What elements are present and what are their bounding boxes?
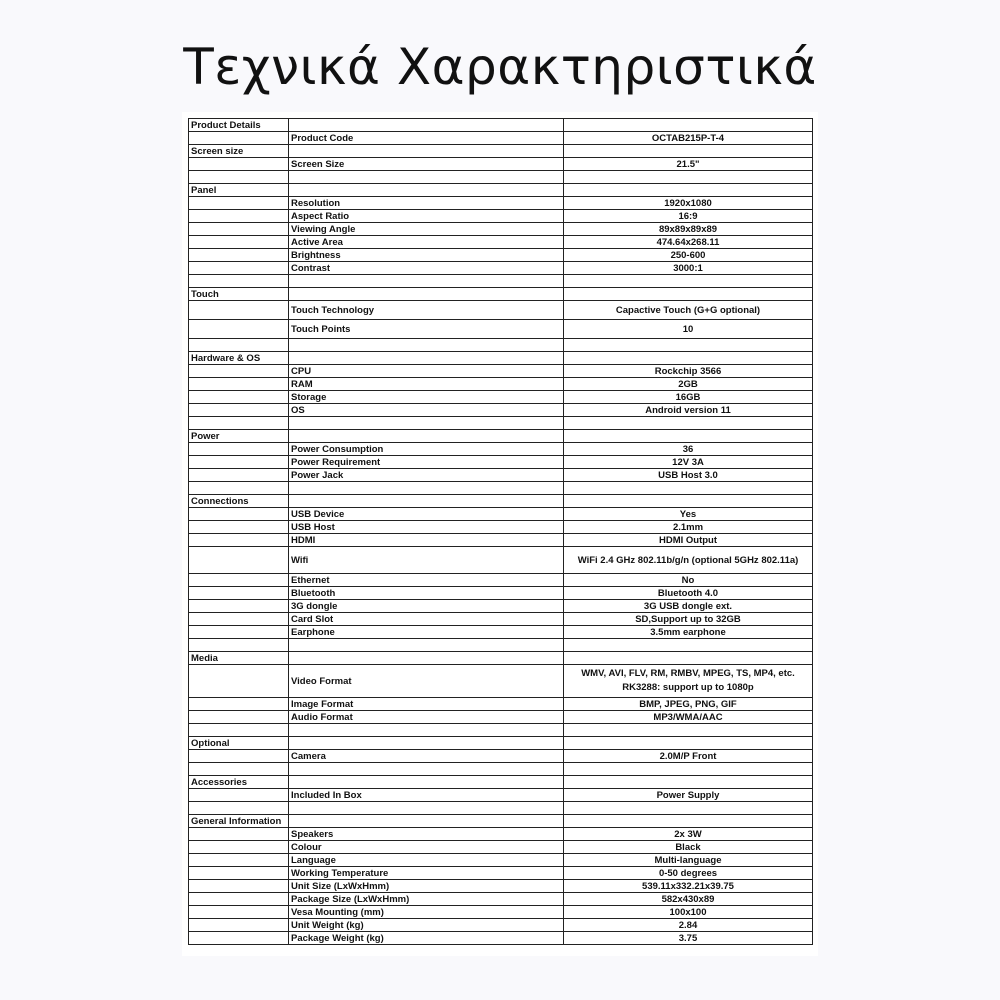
spec-value-cell: 3000:1: [564, 262, 813, 275]
spec-label-cell: [289, 776, 564, 789]
table-row: [189, 893, 813, 906]
table-row: [189, 223, 813, 236]
spec-label-cell: [289, 119, 564, 132]
spec-value-cell: BMP, JPEG, PNG, GIF: [564, 698, 813, 711]
table-row: [189, 841, 813, 854]
spec-label-cell: Brightness: [289, 249, 564, 262]
spec-value-cell: [564, 763, 813, 776]
section-cell: [189, 469, 289, 482]
table-row: [189, 724, 813, 737]
section-cell: [189, 828, 289, 841]
spec-value-cell: 21.5": [564, 158, 813, 171]
spec-value-cell: [564, 171, 813, 184]
table-row: [189, 158, 813, 171]
section-cell: [189, 789, 289, 802]
spec-label-cell: Included In Box: [289, 789, 564, 802]
spec-value-cell: [564, 417, 813, 430]
table-row: [189, 210, 813, 223]
section-cell: [189, 197, 289, 210]
table-row: [189, 737, 813, 750]
spec-value-cell: 16GB: [564, 391, 813, 404]
spec-label-cell: Package Weight (kg): [289, 932, 564, 945]
spec-value-cell: 16:9: [564, 210, 813, 223]
section-cell: [189, 893, 289, 906]
spec-label-cell: Resolution: [289, 197, 564, 210]
spec-label-cell: Touch Technology: [289, 301, 564, 320]
spec-value-cell: [564, 430, 813, 443]
spec-value-cell: 3.75: [564, 932, 813, 945]
spec-value-cell: 0-50 degrees: [564, 867, 813, 880]
table-row: [189, 626, 813, 639]
table-row: [189, 352, 813, 365]
spec-label-cell: [289, 352, 564, 365]
section-cell: [189, 249, 289, 262]
section-cell: Screen size: [189, 145, 289, 158]
table-row: [189, 469, 813, 482]
page-title: Τεχνικά Χαρακτηριστικά: [183, 38, 817, 96]
spec-label-cell: Image Format: [289, 698, 564, 711]
table-row: [189, 275, 813, 288]
spec-value-cell: [564, 815, 813, 828]
section-cell: [189, 613, 289, 626]
table-row: [189, 132, 813, 145]
table-row: [189, 613, 813, 626]
spec-value-cell: 250-600: [564, 249, 813, 262]
table-row: [189, 815, 813, 828]
section-cell: [189, 339, 289, 352]
table-row: [189, 711, 813, 724]
spec-label-cell: Active Area: [289, 236, 564, 249]
section-cell: [189, 275, 289, 288]
table-row: [189, 698, 813, 711]
spec-value-cell: 582x430x89: [564, 893, 813, 906]
section-cell: [189, 404, 289, 417]
spec-value-cell: Bluetooth 4.0: [564, 587, 813, 600]
table-row: [189, 482, 813, 495]
section-cell: [189, 724, 289, 737]
spec-value-cell: [564, 724, 813, 737]
section-cell: [189, 854, 289, 867]
section-cell: [189, 698, 289, 711]
spec-value-cell: [564, 802, 813, 815]
spec-value-cell: 2.1mm: [564, 521, 813, 534]
spec-value-cell: 100x100: [564, 906, 813, 919]
spec-value-cell: 2.84: [564, 919, 813, 932]
spec-label-cell: Bluetooth: [289, 587, 564, 600]
section-cell: General Information: [189, 815, 289, 828]
section-cell: [189, 210, 289, 223]
section-cell: [189, 521, 289, 534]
table-row: [189, 652, 813, 665]
spec-label-cell: [289, 652, 564, 665]
section-cell: [189, 171, 289, 184]
spec-label-cell: Wifi: [289, 547, 564, 574]
spec-value-cell: WiFi 2.4 GHz 802.11b/g/n (optional 5GHz 802.11a): [564, 547, 813, 574]
section-cell: [189, 236, 289, 249]
spec-label-cell: Product Code: [289, 132, 564, 145]
spec-label-cell: [289, 145, 564, 158]
spec-value-cell: 1920x1080: [564, 197, 813, 210]
spec-value-cell: 2GB: [564, 378, 813, 391]
spec-label-cell: [289, 275, 564, 288]
spec-label-cell: [289, 430, 564, 443]
spec-table: [188, 118, 813, 945]
spec-value-cell: 36: [564, 443, 813, 456]
spec-label-cell: [289, 815, 564, 828]
table-row: [189, 145, 813, 158]
table-row: [189, 854, 813, 867]
spec-value-cell: OCTAB215P-T-4: [564, 132, 813, 145]
spec-value-cell: Rockchip 3566: [564, 365, 813, 378]
spec-label-cell: [289, 737, 564, 750]
spec-value-cell: [564, 119, 813, 132]
spec-label-cell: Audio Format: [289, 711, 564, 724]
spec-value-cell: [564, 184, 813, 197]
spec-value-cell: [564, 145, 813, 158]
section-cell: [189, 574, 289, 587]
section-cell: [189, 906, 289, 919]
spec-label-cell: Earphone: [289, 626, 564, 639]
spec-label-cell: Language: [289, 854, 564, 867]
spec-label-cell: Power Requirement: [289, 456, 564, 469]
spec-value-cell: SD,Support up to 32GB: [564, 613, 813, 626]
table-row: [189, 763, 813, 776]
table-row: [189, 600, 813, 613]
section-cell: [189, 132, 289, 145]
section-cell: [189, 880, 289, 893]
spec-label-cell: Vesa Mounting (mm): [289, 906, 564, 919]
section-cell: [189, 919, 289, 932]
spec-label-cell: OS: [289, 404, 564, 417]
table-row: [189, 404, 813, 417]
spec-value-cell: 3G USB dongle ext.: [564, 600, 813, 613]
table-row: [189, 391, 813, 404]
table-row: [189, 867, 813, 880]
table-row: [189, 365, 813, 378]
table-row: [189, 320, 813, 339]
spec-value-cell: Android version 11: [564, 404, 813, 417]
section-cell: [189, 534, 289, 547]
section-cell: [189, 456, 289, 469]
spec-label-cell: Aspect Ratio: [289, 210, 564, 223]
spec-value-cell: 10: [564, 320, 813, 339]
table-row: [189, 521, 813, 534]
section-cell: [189, 587, 289, 600]
spec-label-cell: [289, 339, 564, 352]
spec-label-cell: Card Slot: [289, 613, 564, 626]
spec-label-cell: RAM: [289, 378, 564, 391]
table-row: [189, 932, 813, 945]
spec-value-cell: 89x89x89x89: [564, 223, 813, 236]
spec-value-cell: [564, 288, 813, 301]
section-cell: Hardware & OS: [189, 352, 289, 365]
spec-label-cell: Speakers: [289, 828, 564, 841]
spec-label-cell: [289, 184, 564, 197]
section-cell: [189, 301, 289, 320]
spec-value-cell: [564, 776, 813, 789]
spec-label-cell: Ethernet: [289, 574, 564, 587]
spec-value-cell: USB Host 3.0: [564, 469, 813, 482]
spec-label-cell: HDMI: [289, 534, 564, 547]
section-cell: [189, 626, 289, 639]
table-row: [189, 547, 813, 574]
spec-value-cell: [564, 737, 813, 750]
spec-label-cell: Power Jack: [289, 469, 564, 482]
table-row: [189, 750, 813, 763]
spec-value-cell: Black: [564, 841, 813, 854]
spec-value-cell: WMV, AVI, FLV, RM, RMBV, MPEG, TS, MP4, etc. RK3288: support up to 1080p: [564, 665, 813, 698]
table-row: [189, 534, 813, 547]
section-cell: Optional: [189, 737, 289, 750]
table-row: [189, 495, 813, 508]
spec-label-cell: [289, 802, 564, 815]
section-cell: [189, 158, 289, 171]
spec-label-cell: Touch Points: [289, 320, 564, 339]
section-cell: [189, 665, 289, 698]
section-cell: Touch: [189, 288, 289, 301]
spec-value-cell: 2.0M/P Front: [564, 750, 813, 763]
section-cell: [189, 802, 289, 815]
table-row: [189, 828, 813, 841]
spec-label-cell: [289, 639, 564, 652]
table-row: [189, 574, 813, 587]
section-cell: [189, 841, 289, 854]
spec-value-cell: Power Supply: [564, 789, 813, 802]
section-cell: [189, 320, 289, 339]
spec-label-cell: Package Size (LxWxHmm): [289, 893, 564, 906]
spec-value-cell: HDMI Output: [564, 534, 813, 547]
table-row: [189, 776, 813, 789]
table-row: [189, 184, 813, 197]
spec-label-cell: USB Device: [289, 508, 564, 521]
spec-label-cell: USB Host: [289, 521, 564, 534]
spec-label-cell: Unit Weight (kg): [289, 919, 564, 932]
section-cell: Connections: [189, 495, 289, 508]
section-cell: [189, 482, 289, 495]
spec-label-cell: [289, 724, 564, 737]
section-cell: [189, 639, 289, 652]
table-row: [189, 339, 813, 352]
section-cell: [189, 867, 289, 880]
table-row: [189, 919, 813, 932]
section-cell: [189, 763, 289, 776]
spec-value-cell: No: [564, 574, 813, 587]
spec-label-cell: Storage: [289, 391, 564, 404]
section-cell: [189, 508, 289, 521]
section-cell: [189, 600, 289, 613]
table-row: [189, 171, 813, 184]
spec-value-cell: Capactive Touch (G+G optional): [564, 301, 813, 320]
section-cell: Product Details: [189, 119, 289, 132]
spec-label-cell: Unit Size (LxWxHmm): [289, 880, 564, 893]
table-row: [189, 262, 813, 275]
table-row: [189, 906, 813, 919]
section-cell: [189, 932, 289, 945]
section-cell: Media: [189, 652, 289, 665]
spec-label-cell: Colour: [289, 841, 564, 854]
table-row: [189, 443, 813, 456]
section-cell: [189, 711, 289, 724]
spec-label-cell: Contrast: [289, 262, 564, 275]
table-row: [189, 417, 813, 430]
table-row: [189, 587, 813, 600]
spec-value-cell: [564, 352, 813, 365]
spec-value-cell: 474.64x268.11: [564, 236, 813, 249]
table-row: [189, 378, 813, 391]
section-cell: [189, 443, 289, 456]
section-cell: [189, 750, 289, 763]
spec-value-cell: 539.11x332.21x39.75: [564, 880, 813, 893]
table-row: [189, 665, 813, 698]
spec-value-cell: [564, 339, 813, 352]
spec-label-cell: Camera: [289, 750, 564, 763]
spec-label-cell: Viewing Angle: [289, 223, 564, 236]
spec-value-cell: [564, 495, 813, 508]
section-cell: [189, 417, 289, 430]
spec-label-cell: Power Consumption: [289, 443, 564, 456]
section-cell: [189, 378, 289, 391]
spec-label-cell: Screen Size: [289, 158, 564, 171]
spec-label-cell: Working Temperature: [289, 867, 564, 880]
spec-value-cell: [564, 639, 813, 652]
table-row: [189, 639, 813, 652]
table-row: [189, 880, 813, 893]
section-cell: [189, 547, 289, 574]
spec-label-cell: [289, 288, 564, 301]
spec-label-cell: 3G dongle: [289, 600, 564, 613]
table-row: [189, 430, 813, 443]
spec-label-cell: [289, 763, 564, 776]
spec-value-cell: [564, 652, 813, 665]
spec-value-cell: 2x 3W: [564, 828, 813, 841]
table-row: [189, 802, 813, 815]
section-cell: [189, 262, 289, 275]
spec-value-cell: MP3/WMA/AAC: [564, 711, 813, 724]
table-row: [189, 789, 813, 802]
table-row: [189, 119, 813, 132]
spec-value-cell: 3.5mm earphone: [564, 626, 813, 639]
spec-label-cell: CPU: [289, 365, 564, 378]
section-cell: Power: [189, 430, 289, 443]
spec-label-cell: [289, 417, 564, 430]
table-row: [189, 301, 813, 320]
spec-label-cell: [289, 171, 564, 184]
table-row: [189, 197, 813, 210]
section-cell: Panel: [189, 184, 289, 197]
section-cell: [189, 365, 289, 378]
spec-value-cell: Yes: [564, 508, 813, 521]
spec-value-cell: [564, 482, 813, 495]
table-row: [189, 508, 813, 521]
section-cell: [189, 391, 289, 404]
spec-value-cell: 12V 3A: [564, 456, 813, 469]
spec-value-cell: Multi-language: [564, 854, 813, 867]
spec-label-cell: [289, 495, 564, 508]
section-cell: Accessories: [189, 776, 289, 789]
spec-label-cell: Video Format: [289, 665, 564, 698]
section-cell: [189, 223, 289, 236]
table-row: [189, 236, 813, 249]
spec-value-cell: [564, 275, 813, 288]
table-row: [189, 288, 813, 301]
table-row: [189, 456, 813, 469]
table-row: [189, 249, 813, 262]
spec-label-cell: [289, 482, 564, 495]
